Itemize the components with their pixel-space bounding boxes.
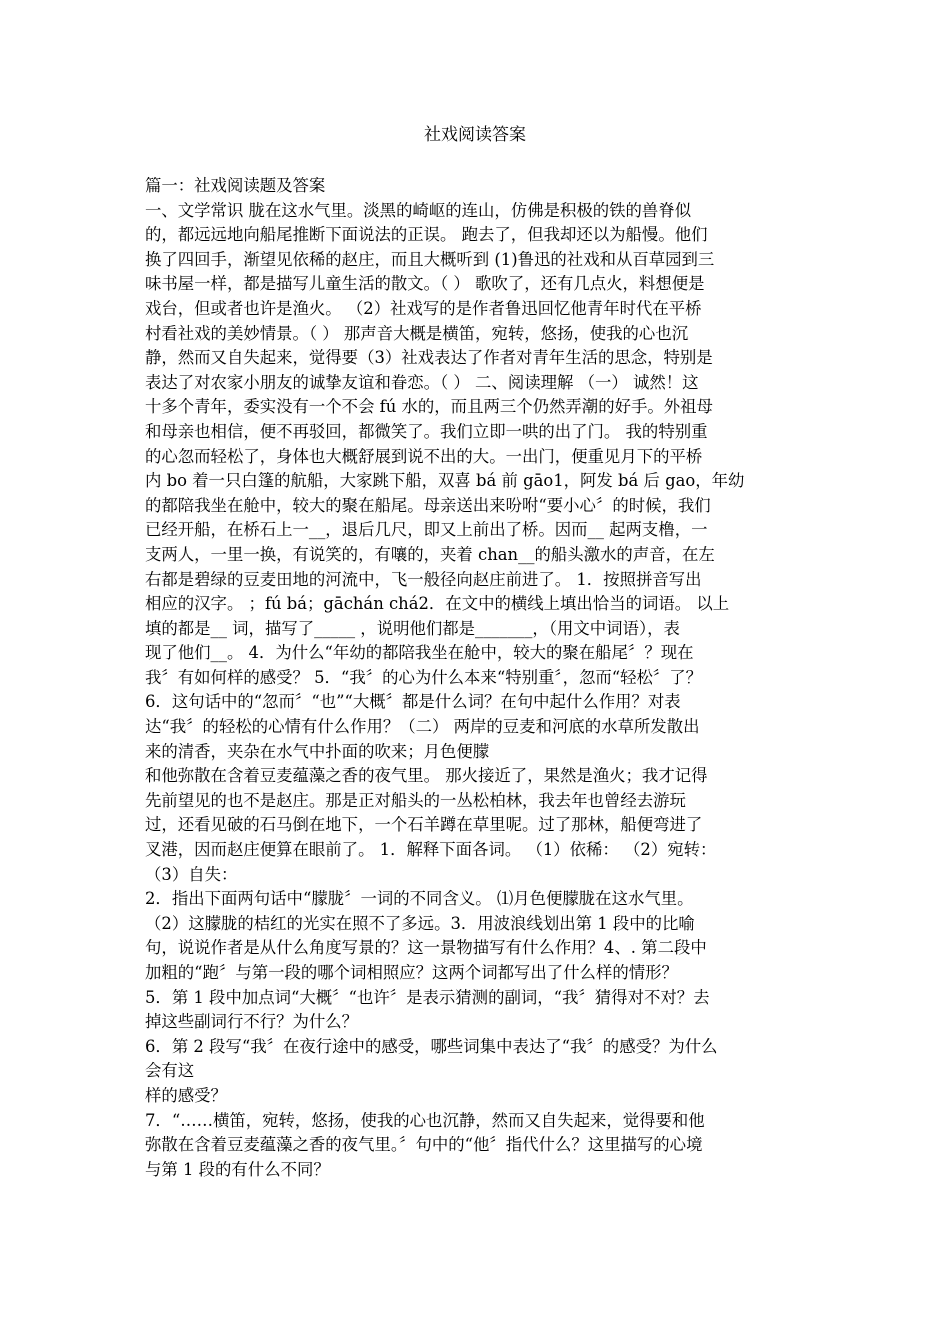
text-line: 加粗的“跑〞与第一段的哪个词相照应？这两个词都写出了什么样的情形？ [145,963,678,982]
text-line: 相应的汉字。 ；fú bá；gāchán chá2．在文中的横线上填出恰当的词语。 以上 [145,594,730,614]
text-line: 和母亲也相信，便不再驳回，都微笑了。我们立即一哄的出了门。 我的特别重 [145,421,708,441]
text-line: 现了他们__。 4．为什么“年幼的都陪我坐在舱中，较大的聚在船尾〞？现在 [145,643,694,663]
text-line: 篇一：社戏阅读题及答案 [145,176,326,195]
document-title: 社戏阅读答案 [424,125,526,145]
text-line: 味书屋一样，都是描写儿童生活的散文。（ ） 歌吹了，还有几点火，料想便是 [145,274,705,294]
text-line: 十多个青年，委实没有一个不会 fú 水的，而且两三个仍然弄潮的好手。外祖母 [145,397,713,417]
text-line: 先前望见的也不是赵庄。那是正对船头的一丛松柏林，我去年也曾经去游玩 [145,790,686,810]
text-line: 6．这句话中的“忽而〞“也”“大概〞都是什么词？在句中起什么作用？对表 [145,692,681,712]
text-line: 戏台，但或者也许是渔火。 （2）社戏写的是作者鲁迅回忆他青年时代在平桥 [145,298,702,318]
text-line: 表达了对农家小朋友的诚挚友谊和眷恋。（ ） 二、阅读理解 （一） 诚然！这 [145,372,699,392]
text-line: 与第 1 段的有什么不同？ [145,1159,330,1179]
text-line: 5．第 1 段中加点词“大概〞“也许〞是表示猜测的副词，“我〞猜得对不对？去 [145,987,710,1007]
text-line: 达“我〞的轻松的心情有什么作用？（二） 两岸的豆麦和河底的水草所发散出 [145,717,700,737]
text-line: 村看社戏的美妙情景。（ ） 那声音大概是横笛，宛转，悠扬，使我的心也沉 [145,323,689,343]
text-line: 过，还看见破的石马倒在地下，一个石羊蹲在草里呢。过了那林，船便弯进了 [145,815,703,835]
text-line: 一、文学常识 胧在这水气里。淡黑的崎岖的连山，仿佛是积极的铁的兽脊似 [145,200,692,220]
text-line: （3）自失： [145,864,238,884]
text-line: 掉这些副词行不行？为什么？ [145,1012,359,1032]
text-line: 7．“……横笛，宛转，悠扬，使我的心也沉静，然而又自失起来，觉得要和他 [145,1110,705,1130]
text-line: 句，说说作者是从什么角度写景的？这一景物描写有什么作用？4、. 第二段中 [145,938,707,958]
text-line: 会有这 [145,1061,195,1081]
text-line: 2．指出下面两句话中“朦胧〞一词的不同含义。 ⑴月色便朦胧在这水气里。 [145,889,694,909]
text-line: 填的都是__ 词，描写了_____ ，说明他们都是_______，（用文中词语），表 [145,618,680,638]
text-line: 已经开船，在桥石上一__，退后几尺，即又上前出了桥。因而__ 起两支橹，一 [145,520,708,540]
text-line: 内 bo 着一只白篷的航船，大家跳下船，双喜 bá 前 gāo1，阿发 bá 后 gao，年幼 [145,471,745,491]
text-line: 样的感受？ [145,1085,227,1105]
text-line: 的都陪我坐在舱中，较大的聚在船尾。母亲送出来吩咐“要小心〞的时候，我们 [145,495,711,515]
text-line: 右都是碧绿的豆麦田地的河流中，飞一般径向赵庄前进了。 1．按照拼音写出 [145,569,702,589]
text-line: 和他弥散在含着豆麦蕴藻之香的夜气里。 那火接近了，果然是渔火；我才记得 [145,766,708,786]
text-line: 我〞有如何样的感受？ 5．“我〞的心为什么本来“特别重〞，忽而“轻松〞了？ [145,667,703,687]
text-line: 叉港，因而赵庄便算在眼前了。 1．解释下面各词。 （1）依稀： （2）宛转： [145,840,717,860]
text-line: 的心忽而轻松了，身体也大概舒展到说不出的大。一出门，便重见月下的平桥 [145,446,703,466]
text-line: 支两人，一里一换，有说笑的，有嚷的，夹着 chan__的船头激水的声音，在左 [145,544,715,564]
text-line: （2）这朦胧的桔红的光实在照不了多远。3．用波浪线划出第 1 段中的比喻 [145,913,695,933]
text-line: 的，都远远地向船尾推断下面说法的正误。 跑去了，但我却还以为船慢。他们 [145,225,708,245]
document-body [145,174,807,1182]
text-line: 静，然而又自失起来，觉得要（3）社戏表达了作者对青年生活的思念，特别是 [145,348,713,368]
text-line: 6．第 2 段写“我〞在夜行途中的感受，哪些词集中表达了“我〞的感受？为什么 [145,1036,718,1056]
text-line: 弥散在含着豆麦蕴藻之香的夜气里。〞句中的“他〞指代什么？这里描写的心境 [145,1135,703,1155]
text-line: 换了四回手，渐望见依稀的赵庄，而且大概听到 (1)鲁迅的社戏和从百草园到三 [145,249,715,269]
text-line: 来的清香，夹杂在水气中扑面的吹来；月色便朦 [145,741,490,761]
